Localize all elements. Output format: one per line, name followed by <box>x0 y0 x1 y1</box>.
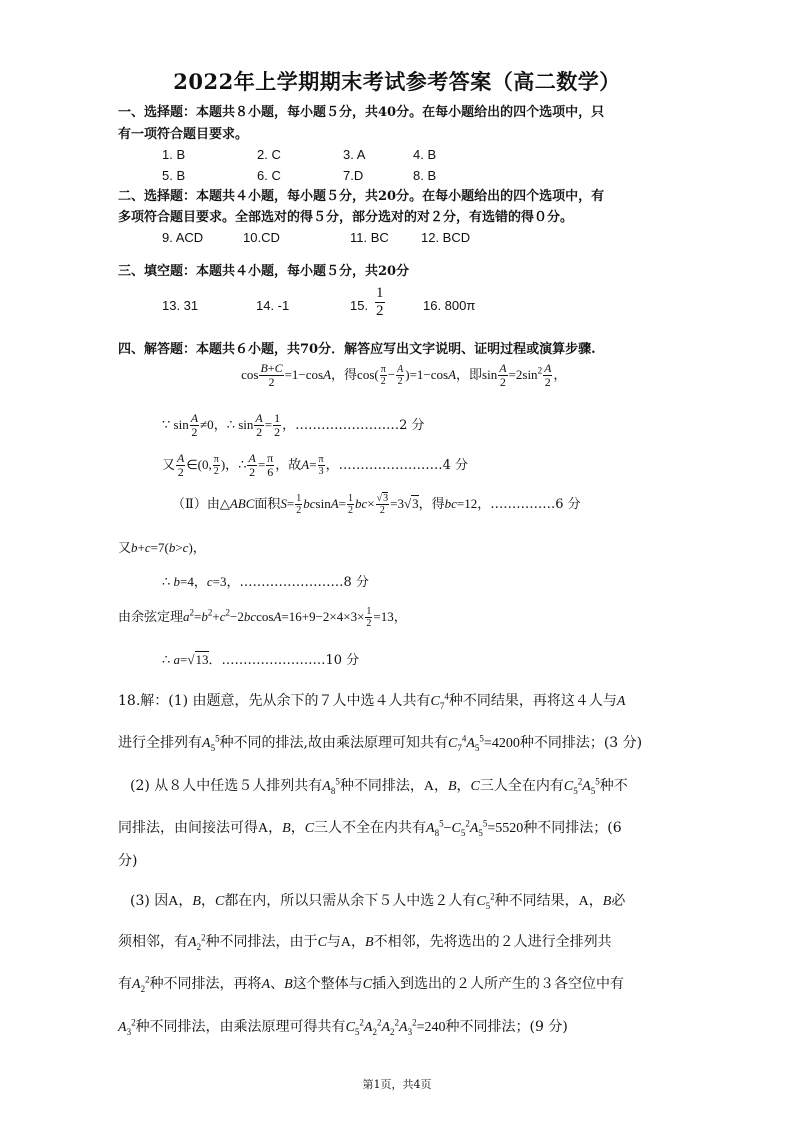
p18-line7: 须相邻，有$A_2^2$种不同排法，由于C与A，B不相邻，先将选出的２人进行全排列共 <box>118 932 612 952</box>
section1-header-line1: 一、选择题：本题共８小题，每小题５分，共40分。在每小题给出的四个选项中，只 <box>118 105 605 120</box>
p18-line8: 有$A_2^2$种不同排法，再将A、B这个整体与C插入到选出的２人所产生的３各空位中有 <box>118 974 625 994</box>
page-footer: 第1页，共4页 <box>362 1078 432 1091</box>
answer-8: 8. B <box>413 168 437 183</box>
answer-5: 5. B <box>162 168 186 183</box>
answer-1: 1. B <box>162 147 186 162</box>
p17-line6: ∴ b=4，c=3，……………………8 分 <box>162 574 369 590</box>
p17-line7: 由余弦定理$a^2=b^2+c^2-2bccosA=16+9-2\times 4\times 3\times$ $\frac{1}{2}$ =13， <box>118 606 407 629</box>
p17-line1-math: cos $\frac{B+C}{2}$ =1−cosA，得cos( $\frac{\pi}{2}$ − $\frac{A}{2}$ )=1−cosA，即sin $\frac{A}{2}$ $=2\sin^2$ $\frac{A}{2}$ ， <box>241 361 567 390</box>
answer-11: 11. BC <box>350 230 389 245</box>
answer-4: 4. B <box>413 147 437 162</box>
answer-13: 13. 31 <box>162 298 199 313</box>
section1-header-line2: 有一项符合题目要求。 <box>118 127 249 142</box>
p18-line5: 分) <box>118 853 138 869</box>
answer-14: 14. -1 <box>256 298 290 313</box>
p18-line4: 同排法，由间接法可得A，B，C三人不全在内共有$A_8^5-C_5^2A_5^5=5520$种不同排法；(6 <box>118 818 622 838</box>
p17-line2: ∵ sin $\frac{A}{2}$ ≠0，∴ sin $\frac{A}{2}$ = $\frac{1}{2}$ ，……………………2 分 <box>162 411 425 440</box>
answer-3: 3. A <box>343 147 366 162</box>
page-title: 2022年上学期期末考试参考答案（高二数学） <box>173 69 621 94</box>
answer-15-fraction: $\frac{1}{2}$ <box>376 285 384 319</box>
p17-line5: 又b+c=7(b>c)， <box>118 540 206 556</box>
answer-15-label: 15. <box>350 298 369 313</box>
answer-12: 12. BCD <box>421 230 471 245</box>
p17-line8: ∴ a=√13．……………………10 分 <box>162 652 360 668</box>
section4-header: 四、解答题：本题共６小题，共70分．解答应写出文字说明、证明过程或演算步骤. <box>118 342 596 357</box>
answer-6: 6. C <box>257 168 281 183</box>
section3-header: 三、填空题：本题共４小题，每小题５分，共20分 <box>118 264 410 279</box>
section2-header-line1: 二、选择题：本题共４小题，每小题５分，共20分。在每小题给出的四个选项中，有 <box>118 189 605 204</box>
answer-9: 9. ACD <box>162 230 204 245</box>
answer-2: 2. C <box>257 147 281 162</box>
p18-line6: (3) 因A，B，C都在内，所以只需从余下５人中选２人有$C_5^2$种不同结果，A，B必 <box>130 891 626 911</box>
p18-line1: 18.解：(1) 由题意，先从余下的７人中选４人共有$C_7^4$种不同结果，再将这４人与A <box>118 691 626 711</box>
p17-line4: （Ⅱ）由△ABC面积S= $\frac{1}{2}$ bcsinA= $\frac{1}{2}$ bc× $\frac{√3}{2}$ =3√3，得bc=12，……………6 分 <box>172 493 581 516</box>
section2-header-line2: 多项符合题目要求。全部选对的得５分，部分选对的对２分，有选错的得０分。 <box>118 210 574 225</box>
answer-7: 7.D <box>343 168 364 183</box>
p17-line3: 又 $\frac{A}{2}$ ∈(0, $\frac{\pi}{2}$ )，∴ $\frac{A}{2}$ = $\frac{\pi}{6}$ ，故A= $\frac{\pi}{3}$ ，……………………4 分 <box>162 451 468 480</box>
answer-10: 10.CD <box>243 230 280 245</box>
p18-line9: $A_3^2$种不同排法，由乘法原理可得共有$C_5^2A_2^2A_2^2A_3^2=240$种不同排法；(9 分) <box>118 1017 568 1037</box>
answer-16: 16. 800π <box>423 298 476 313</box>
p18-line3: (2) 从８人中任选５人排列共有$A_8^5$种不同排法，A，B，C三人全在内有$C_5^2A_5^5$种不 <box>130 776 628 796</box>
p18-line2: 进行全排列有$A_5^5$种不同的排法,故由乘法原理可知共有$C_7^4A_5^5=4200$种不同排法；(3 分) <box>118 733 643 753</box>
